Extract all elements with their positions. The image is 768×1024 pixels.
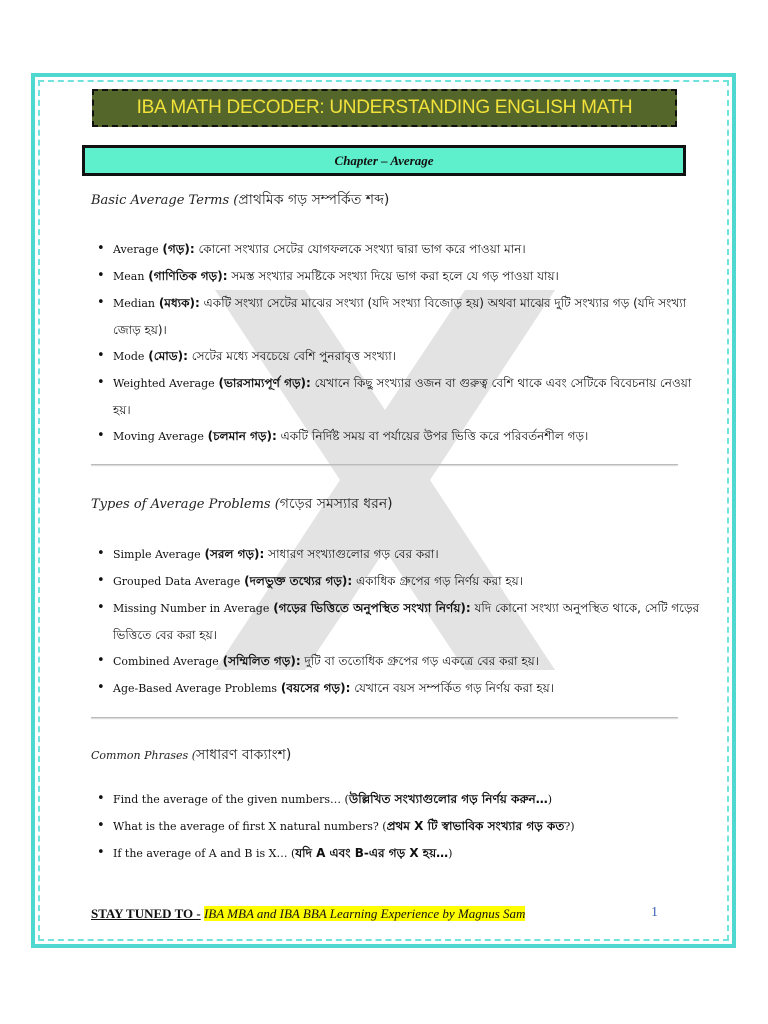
list-item: • Missing Number in Average (গড়ের ভিত্তিতে অনুপস্থিত সংখ্যা নির্ণয়): যদি কোনো সংখ্যা অনুপস্থিত থাকে, সেটি গড়ের ভিত্তিতে বের করা হয়। (113, 595, 703, 648)
list-item: • Simple Average (সরল গড়): সাধারণ সংখ্যাগুলোর গড় বের করা। (113, 541, 703, 568)
page-number: 1 (651, 905, 658, 920)
footer (91, 906, 525, 922)
list-item: • Find the average of the given numbers… (উল্লিখিত সংখ্যাগুলোর গড় নির্ণয় করুন…) (113, 786, 703, 813)
list-item: • Weighted Average (ভারসাম্যপূর্ণ গড়): যেখানে কিছু সংখ্যার ওজন বা গুরুত্ব বেশি থাকে এবং সেটিকে বিবেচনায় নেওয়া হয়। (113, 370, 703, 423)
footer-stay-tuned: STAY TUNED TO - (91, 906, 201, 921)
list-item: • Mean (গাণিতিক গড়): সমস্ত সংখ্যার সমষ্টিকে সংখ্যা দিয়ে ভাগ করা হলে যে গড় পাওয়া যায়। (113, 263, 703, 290)
list-item: • Grouped Data Average (দলভুক্ত তথ্যের গড়): একাধিক গ্রুপের গড় নির্ণয় করা হয়। (113, 568, 703, 595)
divider (91, 717, 678, 718)
chapter-title: Chapter – Average (334, 152, 434, 168)
title-banner (92, 89, 677, 127)
problem-types-list (91, 541, 703, 702)
list-item: • Mode (মোড): সেটের মধ্যে সবচেয়ে বেশি পুনরাবৃত্ত সংখ্যা। (113, 343, 703, 370)
chapter-banner (82, 145, 686, 176)
list-item: • Moving Average (চলমান গড়): একটি নির্দিষ্ট সময় বা পর্যায়ের উপর ভিত্তি করে পরিবর্তনশীল গড়। (113, 423, 703, 450)
footer-highlight: IBA MBA and IBA BBA Learning Experience by Magnus Sam (203, 906, 526, 921)
basic-terms-list (91, 236, 703, 450)
list-item: • Median (মধ্যক): একটি সংখ্যা সেটের মাঝের সংখ্যা (যদি সংখ্যা বিজোড় হয়) অথবা মাঝের দুটি সংখ্যার গড় (যদি সংখ্যা জোড় হয়)। (113, 290, 703, 343)
list-item: • What is the average of first X natural numbers? (প্রথম X টি স্বাভাবিক সংখ্যার গড় কত?) (113, 813, 703, 840)
list-item: • Average (গড়): কোনো সংখ্যার সেটের যোগফলকে সংখ্যা দ্বারা ভাগ করে পাওয়া মান। (113, 236, 703, 263)
list-item: • Combined Average (সম্মিলিত গড়): দুটি বা ততোধিক গ্রুপের গড় একত্রে বের করা হয়। (113, 648, 703, 675)
section-heading-basic-terms: Basic Average Terms (প্রাথমিক গড় সম্পর্কিত শব্দ) (91, 192, 390, 208)
document-title: IBA MATH DECODER: UNDERSTANDING ENGLISH MATH (136, 97, 633, 118)
section-heading-common-phrases: Common Phrases (সাধারণ বাক্যাংশ) (91, 747, 292, 763)
list-item: • Age-Based Average Problems (বয়সের গড়): যেখানে বয়স সম্পর্কিত গড় নির্ণয় করা হয়। (113, 675, 703, 702)
divider (91, 464, 678, 465)
common-phrases-list (91, 786, 703, 867)
list-item: • If the average of A and B is X… (যদি A এবং B-এর গড় X হয়…) (113, 840, 703, 867)
section-heading-problem-types: Types of Average Problems (গড়ের সমস্যার ধরন) (91, 496, 393, 512)
